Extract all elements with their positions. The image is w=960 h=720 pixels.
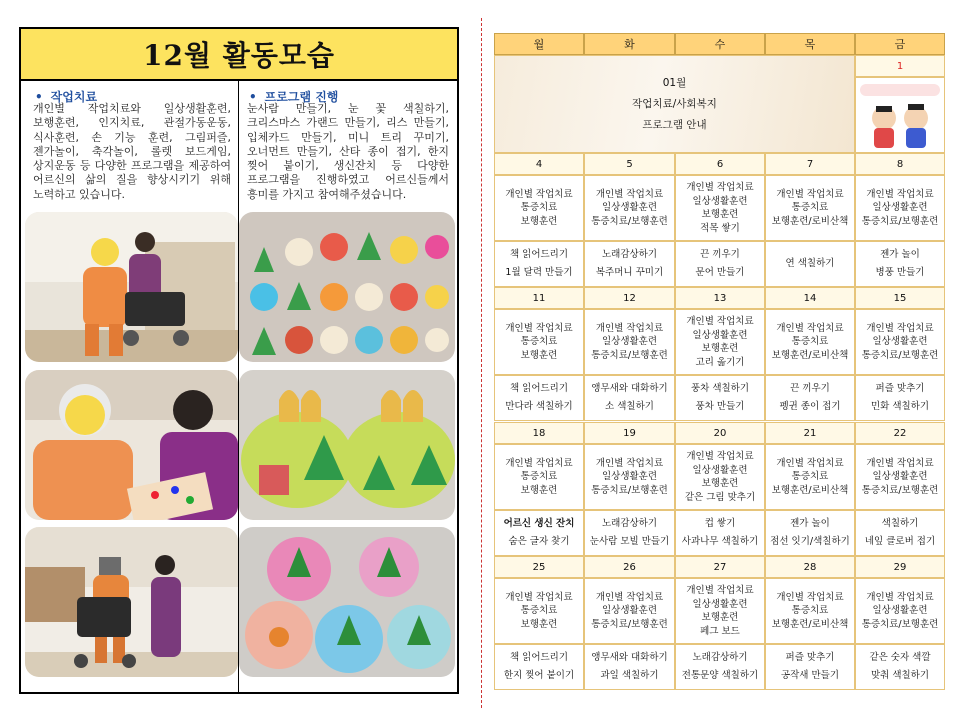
weekday-header: 금 xyxy=(855,33,945,55)
program-item: 보행훈련/로비산책 xyxy=(771,349,849,361)
activity-cell xyxy=(675,375,765,421)
activity-item: 맞춰 색칠하기 xyxy=(870,670,930,681)
activity-item: 민화 색칠하기 xyxy=(870,401,930,412)
activity-item: 숨은 글자 찾기 xyxy=(508,536,570,547)
intro-line: 작업치료/사회복지 xyxy=(632,97,717,110)
activity-item: 끈 끼우기 xyxy=(700,249,740,260)
activity-item: 책 읽어드리기 xyxy=(509,652,569,663)
program-item: 보행훈련 xyxy=(701,478,739,489)
activity-cell xyxy=(855,644,945,690)
activity-item: 책 읽어드리기 xyxy=(509,383,569,394)
activity-item: 젠가 놀이 xyxy=(880,249,920,260)
program-item: 개인별 작업치료 xyxy=(595,188,664,200)
program-item: 보행훈련/로비산책 xyxy=(771,618,849,630)
weekday-header: 목 xyxy=(765,33,855,55)
photo-corridor-walk xyxy=(25,527,238,677)
program-cell xyxy=(765,444,855,510)
program-item: 일상생활훈련 xyxy=(872,202,928,214)
activity-item: 노래감상하기 xyxy=(601,518,658,529)
day-number: 28 xyxy=(765,556,855,578)
program-cell xyxy=(855,175,945,241)
activity-cell xyxy=(675,644,765,690)
photo-board-game xyxy=(25,370,238,520)
activity-cell xyxy=(765,510,855,556)
program-item: 보행훈련 xyxy=(701,343,739,354)
activity-item: 책 읽어드리기 xyxy=(509,249,569,260)
program-item: 통증치료 xyxy=(791,605,829,617)
day-number: 4 xyxy=(494,153,584,175)
program-item: 일상생활훈련 xyxy=(872,336,928,348)
program-cell xyxy=(855,578,945,644)
activity-item: 어르신 생신 잔치 xyxy=(503,518,575,529)
program-cell xyxy=(584,175,675,241)
photo-bells-trees xyxy=(239,370,455,520)
program-item: 보행훈련 xyxy=(701,612,739,623)
activity-cell xyxy=(855,510,945,556)
weekday-header: 수 xyxy=(675,33,765,55)
activity-item: 사과나무 색칠하기 xyxy=(681,536,759,547)
program-item: 보행훈련 xyxy=(520,618,558,630)
activity-item: 풍차 만들기 xyxy=(695,401,745,412)
day-number: 19 xyxy=(584,422,675,444)
col2-heading: • 프로그램 진행 xyxy=(249,90,339,104)
program-item: 통증치료 xyxy=(520,605,558,617)
activity-item: 퍼즐 맞추기 xyxy=(875,383,925,394)
activity-cell xyxy=(584,241,675,287)
program-cell xyxy=(675,578,765,644)
program-cell xyxy=(494,175,584,241)
activity-item: 눈사람 모빌 만들기 xyxy=(589,536,670,547)
new-year-illustration xyxy=(855,77,945,153)
col1-text: 개인별 작업치료와 일상생활훈련, 보행훈련, 인지치료, 관절가동운동, 식사훈련, 손 기능 훈련, 그림퍼즐, 젠가놀이, 축각놀이, 롤렛 보드게임, 상지운동 등 다양한 프로그램을 제공하여 어르신의 삶의 질을 향상시키기 위해 노력하고 있습니다. xyxy=(33,102,231,201)
activity-cell xyxy=(765,241,855,287)
program-item: 고리 옮기기 xyxy=(695,356,745,368)
activity-item: 젠가 놀이 xyxy=(790,518,830,529)
day-number: 13 xyxy=(675,287,765,309)
col1-heading: • 작업치료 xyxy=(35,90,98,104)
activity-item: 한지 찢어 붙이기 xyxy=(503,670,575,681)
program-item: 통증치료 xyxy=(520,336,558,348)
program-item: 통증치료/보행훈련 xyxy=(861,349,939,361)
program-cell xyxy=(584,578,675,644)
program-item: 개인별 작업치료 xyxy=(595,591,664,603)
day-number: 27 xyxy=(675,556,765,578)
program-item: 일상생활훈련 xyxy=(692,329,748,341)
program-item: 보행훈련 xyxy=(520,484,558,496)
activity-cell xyxy=(765,375,855,421)
activity-item: 연 색칠하기 xyxy=(785,258,835,269)
program-item: 개인별 작업치료 xyxy=(686,182,754,193)
program-cell xyxy=(675,309,765,375)
program-item: 일상생활훈련 xyxy=(692,598,748,610)
photo-wreath-crafts xyxy=(239,527,455,677)
program-cell xyxy=(675,444,765,510)
program-item: 일상생활훈련 xyxy=(601,336,658,348)
program-item: 개인별 작업치료 xyxy=(686,451,754,462)
program-cell xyxy=(765,175,855,241)
activity-cell xyxy=(855,375,945,421)
activity-item: 퍼즐 맞추기 xyxy=(785,652,835,663)
day-number: 20 xyxy=(675,422,765,444)
program-cell xyxy=(855,444,945,510)
program-item: 개인별 작업치료 xyxy=(776,188,844,200)
intro-line: 프로그램 안내 xyxy=(642,118,707,131)
weekday-header: 화 xyxy=(584,33,675,55)
new-year-illustration-icon xyxy=(856,78,944,152)
program-item: 개인별 작업치료 xyxy=(505,322,573,334)
program-item: 개인별 작업치료 xyxy=(776,591,844,603)
intro-line: 01월 xyxy=(662,76,687,89)
program-cell xyxy=(584,309,675,375)
day-number: 15 xyxy=(855,287,945,309)
program-item: 개인별 작업치료 xyxy=(595,322,664,334)
activity-item: 만다라 색칠하기 xyxy=(505,401,573,412)
activity-cell xyxy=(584,375,675,421)
fold-line xyxy=(481,18,482,708)
program-item: 일상생활훈련 xyxy=(872,471,928,483)
activity-cell xyxy=(494,375,584,421)
day-number: 14 xyxy=(765,287,855,309)
report-title: 12월 활동모습 xyxy=(143,39,335,72)
program-item: 일상생활훈련 xyxy=(601,202,658,214)
program-item: 일상생활훈련 xyxy=(692,464,748,476)
monthly-calendar xyxy=(494,33,945,690)
program-cell xyxy=(855,309,945,375)
program-item: 보행훈련/로비산책 xyxy=(771,484,849,496)
activity-item: 끈 끼우기 xyxy=(790,383,830,394)
program-cell xyxy=(584,444,675,510)
activity-item: 같은 숫자 색깔 xyxy=(869,652,931,663)
day-number: 26 xyxy=(584,556,675,578)
day-number: 11 xyxy=(494,287,584,309)
activity-item: 과일 색칠하기 xyxy=(600,670,659,681)
activity-item: 노래감상하기 xyxy=(601,249,658,260)
activity-report-panel xyxy=(19,27,459,694)
program-item: 보행훈련/로비산책 xyxy=(771,215,849,227)
program-item: 개인별 작업치료 xyxy=(866,591,934,603)
activity-item: 컵 쌓기 xyxy=(704,518,736,529)
program-item: 개인별 작업치료 xyxy=(505,591,573,603)
bullet-icon: • xyxy=(35,90,43,104)
program-item: 일상생활훈련 xyxy=(872,605,928,617)
program-item: 통증치료 xyxy=(520,471,558,483)
photo-walker-training xyxy=(25,212,238,362)
program-item: 통증치료/보행훈련 xyxy=(591,215,668,227)
program-item: 개인별 작업치료 xyxy=(686,585,754,596)
program-item: 개인별 작업치료 xyxy=(776,322,844,334)
activity-cell xyxy=(494,644,584,690)
program-item: 통증치료/보행훈련 xyxy=(861,215,939,227)
report-title-bar xyxy=(21,29,457,81)
program-item: 개인별 작업치료 xyxy=(866,188,934,200)
day-number: 18 xyxy=(494,422,584,444)
day-number: 5 xyxy=(584,153,675,175)
day-number: 7 xyxy=(765,153,855,175)
activity-item: 문어 만들기 xyxy=(695,267,745,278)
activity-item: 펭귄 종이 접기 xyxy=(779,401,841,412)
program-item: 통증치료/보행훈련 xyxy=(861,484,939,496)
activity-item: 병풍 만들기 xyxy=(875,267,925,278)
weekday-header: 월 xyxy=(494,33,584,55)
activity-cell xyxy=(855,241,945,287)
activity-item: 공작새 만들기 xyxy=(780,670,840,681)
program-item: 개인별 작업치료 xyxy=(866,322,934,334)
day-number: 8 xyxy=(855,153,945,175)
activity-item: 전통문양 색칠하기 xyxy=(681,670,759,681)
program-item: 같은 그림 맞추기 xyxy=(684,491,756,503)
day-number: 6 xyxy=(675,153,765,175)
activity-cell xyxy=(584,510,675,556)
day-number: 25 xyxy=(494,556,584,578)
bullet-icon: • xyxy=(249,90,257,104)
activity-cell xyxy=(494,241,584,287)
activity-cell xyxy=(584,644,675,690)
activity-item: 앵무새와 대화하기 xyxy=(591,383,668,394)
calendar-intro xyxy=(494,55,855,153)
program-item: 통증치료 xyxy=(791,336,829,348)
activity-item: 색칠하기 xyxy=(881,518,919,529)
photo-christmas-ornaments xyxy=(239,212,455,362)
activity-cell xyxy=(765,644,855,690)
program-item: 페그 보드 xyxy=(700,625,740,637)
program-cell xyxy=(494,444,584,510)
program-item: 일상생활훈련 xyxy=(601,471,658,483)
activity-item: 점선 잇기/색칠하기 xyxy=(770,536,850,547)
program-item: 개인별 작업치료 xyxy=(505,188,573,200)
program-item: 통증치료 xyxy=(791,471,829,483)
program-item: 통증치료 xyxy=(520,202,558,214)
col2-text: 눈사람 만들기, 눈 꽃 색칠하기, 크리스마스 가랜드 만들기, 리스 만들기, 입체카드 만들기, 미니 트리 꾸미기, 오너먼트 만들기, 산타 종이 접기, 한지 찢어 붙이기, 생신잔치 등 다양한 프로그램을 진행하였고 어르신들께서 흥미를 가지고 참여해주셨습니다. xyxy=(247,102,449,201)
day-number: 21 xyxy=(765,422,855,444)
program-item: 개인별 작업치료 xyxy=(595,457,664,469)
program-item: 개인별 작업치료 xyxy=(866,457,934,469)
activity-item: 네잎 클로버 접기 xyxy=(864,536,936,547)
day-number: 22 xyxy=(855,422,945,444)
activity-item: 복주머니 꾸미기 xyxy=(595,267,664,278)
program-item: 개인별 작업치료 xyxy=(686,316,754,327)
program-cell xyxy=(494,578,584,644)
day-number: 1 xyxy=(855,55,945,77)
program-item: 통증치료/보행훈련 xyxy=(591,349,668,361)
activity-item: 앵무새와 대화하기 xyxy=(591,652,668,663)
activity-cell xyxy=(494,510,584,556)
program-cell xyxy=(675,175,765,241)
program-item: 보행훈련 xyxy=(701,209,739,220)
program-item: 일상생활훈련 xyxy=(692,195,748,207)
activity-item: 풍차 색칠하기 xyxy=(690,383,750,394)
day-number: 29 xyxy=(855,556,945,578)
program-cell xyxy=(494,309,584,375)
activity-item: 1월 달력 만들기 xyxy=(505,267,573,278)
program-item: 개인별 작업치료 xyxy=(776,457,844,469)
program-cell xyxy=(765,578,855,644)
activity-cell xyxy=(675,510,765,556)
program-item: 통증치료/보행훈련 xyxy=(591,618,668,630)
activity-item: 소 색칠하기 xyxy=(605,401,654,412)
activity-item: 노래감상하기 xyxy=(692,652,748,663)
program-cell xyxy=(765,309,855,375)
activity-cell xyxy=(675,241,765,287)
program-item: 통증치료 xyxy=(791,202,829,214)
program-item: 적목 쌓기 xyxy=(700,222,740,234)
day-number: 12 xyxy=(584,287,675,309)
program-item: 일상생활훈련 xyxy=(601,605,658,617)
program-item: 보행훈련 xyxy=(520,349,558,361)
program-item: 통증치료/보행훈련 xyxy=(861,618,939,630)
program-item: 통증치료/보행훈련 xyxy=(591,484,668,496)
program-item: 개인별 작업치료 xyxy=(505,457,573,469)
program-item: 보행훈련 xyxy=(520,215,558,227)
